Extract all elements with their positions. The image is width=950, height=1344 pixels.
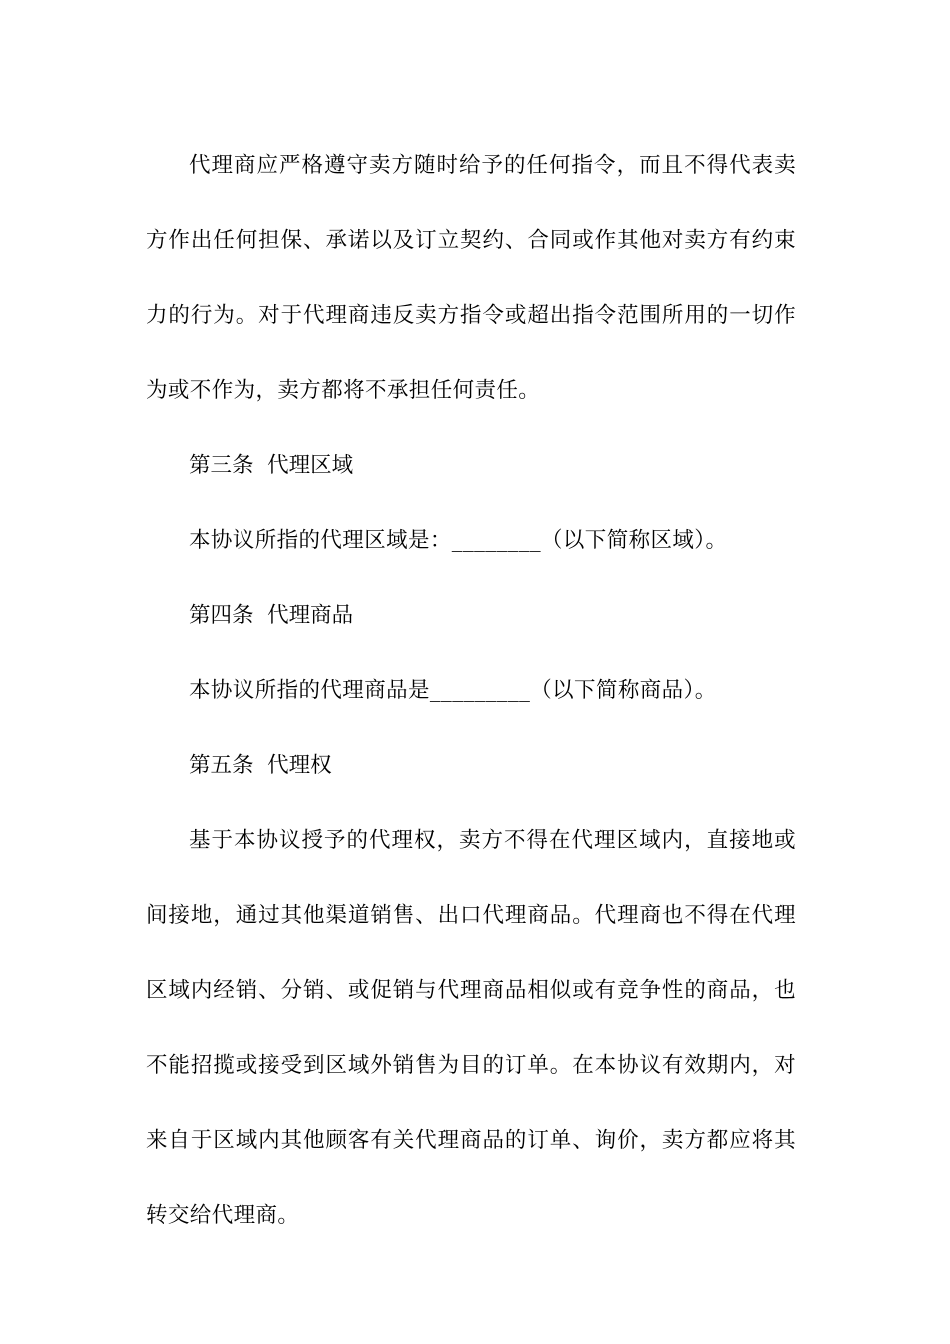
article-5-text: 基于本协议授予的代理权，卖方不得在代理区域内，直接地或间接地，通过其他渠道销售、出口代理商品。代理商也不得在代理区域内经销、分销、或促销与代理商品相似或有竞争性的商品，也不能招揽或接受到区域外销售为目的订单。在本协议有效期内，对来自于区域内其他顾客有关代理商品的订单、询价，卖方都应将其转交给代理商。	[146, 828, 796, 1228]
article-5-heading: 第五条 代理权	[189, 753, 332, 778]
document-body	[146, 128, 796, 1253]
article-3-heading: 第三条 代理区域	[189, 453, 354, 478]
article-4-text: 本协议所指的代理商品是_________（以下简称商品）。	[189, 678, 717, 703]
paragraph-agent-obligations: 代理商应严格遵守卖方随时给予的任何指令，而且不得代表卖方作出任何担保、承诺以及订立契约、合同或作其他对卖方有约束力的行为。对于代理商违反卖方指令或超出指令范围所用的一切作为或不作为，卖方都将不承担任何责任。	[146, 153, 796, 403]
article-3-text: 本协议所指的代理区域是：________（以下简称区域）。	[189, 528, 728, 553]
article-4-heading: 第四条 代理商品	[189, 603, 354, 628]
